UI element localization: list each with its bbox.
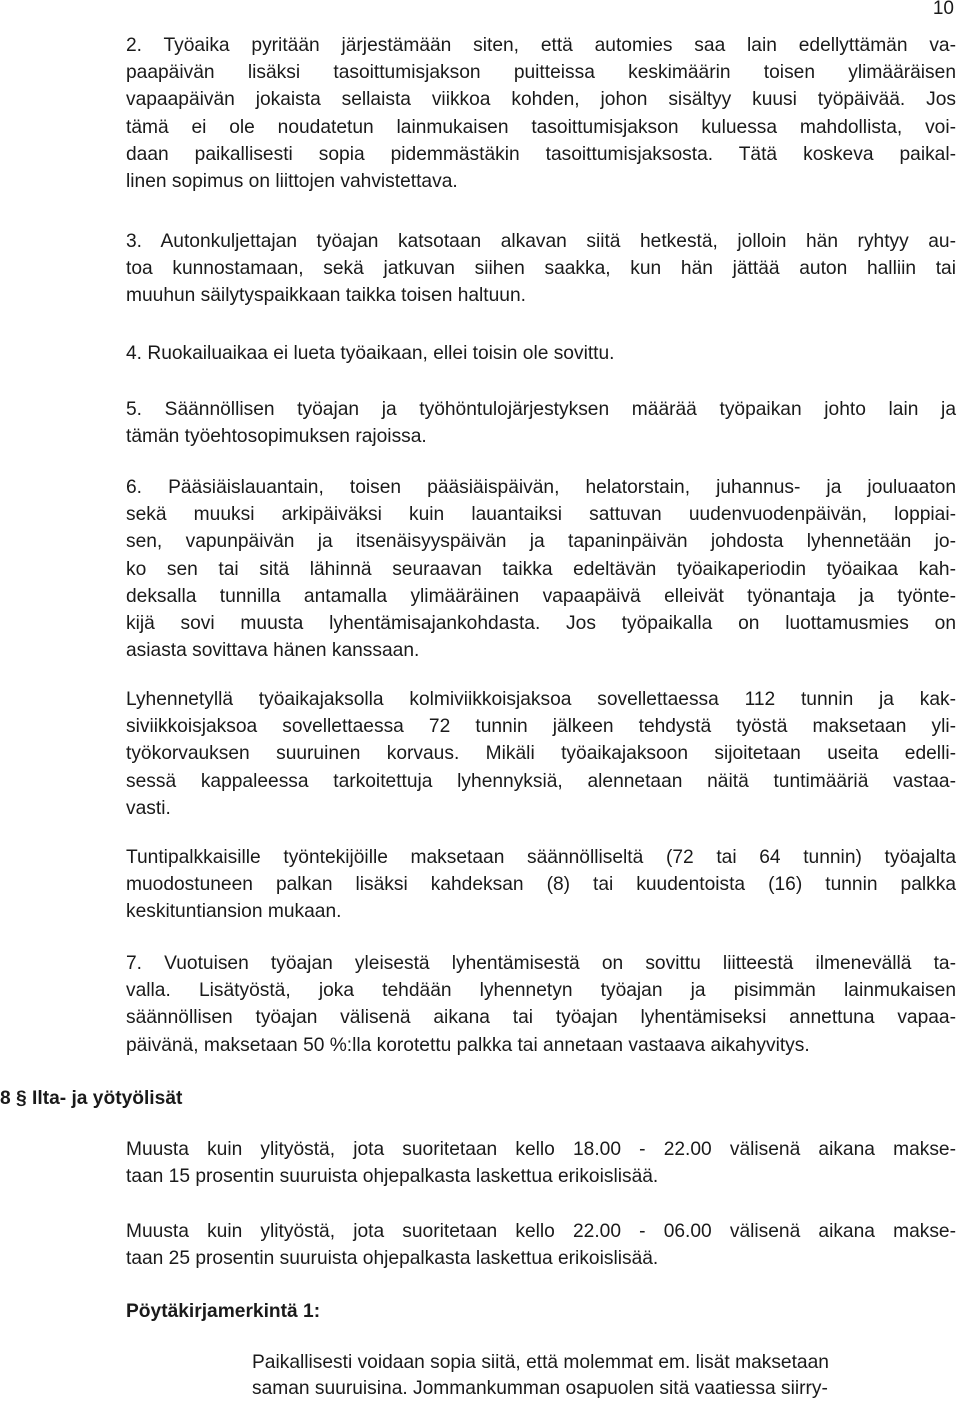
text-line: Muusta kuin ylityöstä, jota suoritetaan kello 18.00 - 22.00 välisenä aikana makse-: [126, 1139, 956, 1160]
text-line: vasti.: [126, 797, 171, 819]
paragraph-7: [126, 950, 956, 1059]
text-line: Muusta kuin ylityöstä, jota suoritetaan kello 22.00 - 06.00 välisenä aikana makse-: [126, 1221, 956, 1242]
text-line: Pöytäkirjamerkintä 1:: [126, 1301, 321, 1322]
paragraph-shortened-period: [126, 686, 956, 822]
text-line: vapaapäivän jokaista sellaista viikkoa kohden, johon sisältyy kuusi työpäivää. Jos: [126, 89, 956, 111]
text-line: säännöllisen työajan välisenä aikana tai työajan lyhentämiseksi annettuna vapaa-: [126, 1007, 956, 1029]
text-line: tämän työehtosopimuksen rajoissa.: [126, 426, 427, 448]
section-number: 8: [0, 1088, 11, 1109]
text-line: 4. Ruokailuaikaa ei lueta työaikaan, ellei toisin ole sovittu.: [126, 343, 615, 364]
text-line: toa kunnostamaan, sekä jatkuvan siihen saakka, kun hän jättää auton halliin tai: [126, 258, 956, 280]
text-line: 2. Työaika pyritään järjestämään siten, että automies saa lain edellyttämän va-: [126, 35, 956, 56]
text-line: 3. Autonkuljettajan työajan katsotaan alkavan siitä hetkestä, jolloin hän ryhtyy au-: [126, 231, 956, 252]
text-line: 6. Pääsiäislauantain, toisen pääsiäispäivän, helatorstain, juhannus- ja jouluaaton: [126, 477, 956, 498]
paragraph-6: [126, 474, 956, 664]
text-line: keskituntiansion mukaan.: [126, 901, 342, 923]
text-line: taan 15 prosentin suuruista ohjepalkasta laskettua erikoislisää.: [126, 1166, 659, 1188]
text-line: saman suuruisina. Jommankumman osapuolen sitä vaatiessa siirry-: [252, 1378, 828, 1399]
text-line: deksalla tunnilla antamalla ylimääräinen vapaapäivä elleivät työnantaja ja työnte-: [126, 585, 956, 607]
text-line: Lyhennetyllä työaikajaksolla kolmiviikkoisjaksoa sovellettaessa 112 tunnin ja kak-: [126, 689, 956, 710]
text-line: taan 25 prosentin suuruista ohjepalkasta laskettua erikoislisää.: [126, 1248, 659, 1270]
paragraph-3: [126, 228, 956, 310]
section-title: Ilta- ja yötyölisät: [32, 1088, 183, 1109]
paragraph-5: [126, 396, 956, 450]
text-line: linen sopimus on liittojen vahvistettava.: [126, 171, 458, 193]
text-line: päivänä, maksetaan 50 %:lla korotettu palkka tai annetaan vastaava aikahyvitys.: [126, 1034, 810, 1056]
text-line: asiasta sovittava hänen kanssaan.: [126, 640, 420, 662]
text-line: siviikkoisjaksoa sovellettaessa 72 tunnin jälkeen tehdystä työstä maksetaan yli-: [126, 716, 956, 738]
section-symbol: §: [16, 1088, 27, 1109]
text-line: ko sen tai sitä lähinnä seuraavan taikka edeltävän työaikaperiodin työaikaa kah-: [126, 558, 956, 580]
paragraph-4: [126, 340, 956, 367]
text-line: kijä sovi muusta lyhentämisajankohdasta. Jos työpaikalla on luottamusmies on: [126, 613, 956, 635]
text-line: sen, vapunpäivän ja itsenäisyyspäivän ja tapaninpäivän johdosta lyhennetään jo-: [126, 531, 956, 553]
text-line: työkorvauksen suuruinen korvaus. Mikäli työaikajaksoon sijoitetaan useita edelli-: [126, 743, 956, 765]
text-line: sekä muuksi arkipäiväksi kuin lauantaiksi sattuvan uudenvuodenpäivän, loppiai-: [126, 504, 956, 526]
text-line: sessä kappaleessa tarkoitettuja lyhennyksiä, alennetaan näitä tuntimääriä vastaa-: [126, 770, 956, 792]
page-number: 10: [932, 0, 954, 19]
text-line: Tuntipalkkaisille työntekijöille maksetaan säännölliseltä (72 tai 64 tunnin) työajalta: [126, 847, 956, 868]
text-line: muuhun säilytyspaikkaan taikka toisen haltuun.: [126, 285, 526, 307]
text-line: 7. Vuotuisen työajan yleisestä lyhentämisestä on sovittu liitteestä ilmenevällä ta-: [126, 953, 956, 974]
protocol-note-body: [252, 1350, 952, 1402]
text-line: muodostuneen palkan lisäksi kahdeksan (8) tai kuudentoista (16) tunnin palkka: [126, 874, 956, 896]
paragraph-night-bonus: [126, 1218, 956, 1272]
paragraph-evening-bonus: [126, 1136, 956, 1190]
text-line: valla. Lisätyöstä, joka tehdään lyhennetyn työajan ja pisimmän lainmukaisen: [126, 980, 956, 1002]
section-heading: [0, 1085, 182, 1112]
paragraph-hourly-paid: [126, 844, 956, 926]
paragraph-2: [126, 32, 956, 195]
text-line: paapäivän lisäksi tasoittumisjakson puitteissa keskimäärin toisen ylimääräisen: [126, 62, 956, 84]
text-line: Paikallisesti voidaan sopia siitä, että molemmat em. lisät maksetaan: [252, 1352, 829, 1373]
text-line: daan paikallisesti sopia pidemmästäkin tasoittumisjaksosta. Tätä koskeva paikal-: [126, 143, 956, 165]
text-line: tämä ei ole noudatetun lainmukaisen tasoittumisjakson kuluessa mahdollista, voi-: [126, 116, 956, 138]
text-line: 5. Säännöllisen työajan ja työhöntulojärjestyksen määrää työpaikan johto lain ja: [126, 399, 956, 420]
protocol-note-heading: [126, 1298, 956, 1325]
